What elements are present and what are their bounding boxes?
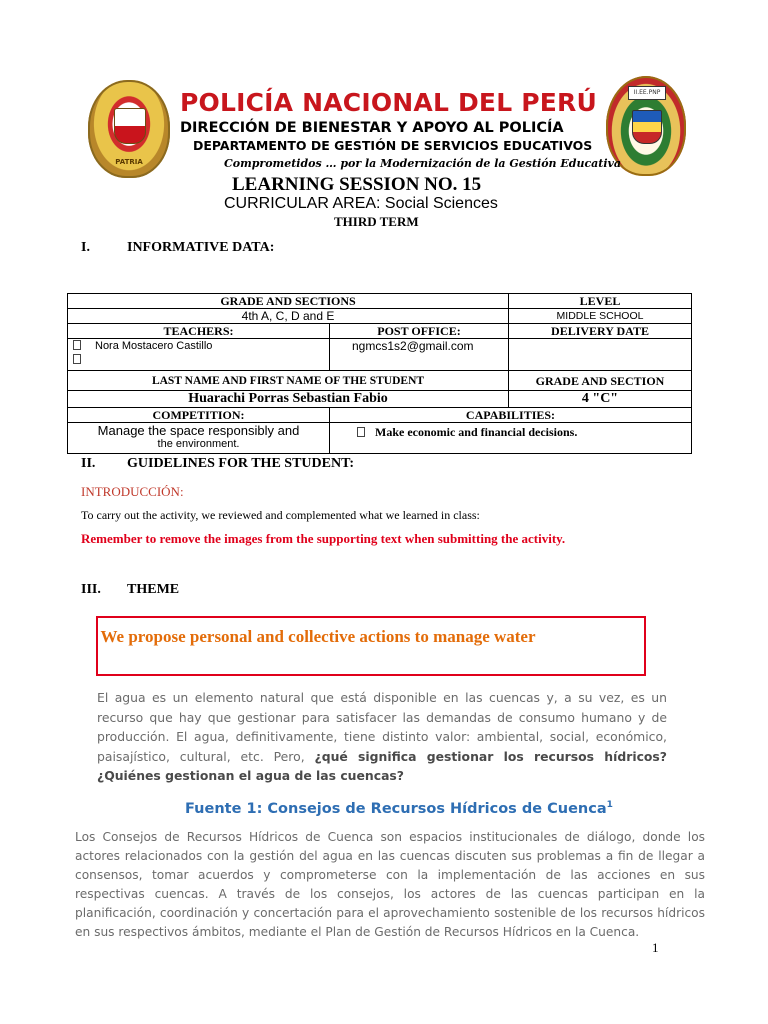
competition-line-2: the environment. (157, 438, 240, 450)
crest-shield (114, 108, 146, 144)
intro-paragraph (97, 688, 667, 786)
section-2-number: II. (81, 456, 96, 471)
page-number: 1 (652, 940, 659, 955)
source-title (185, 800, 613, 817)
crest-ribbon-text: PATRIA (115, 158, 143, 166)
competition-header: COMPETITION: (68, 408, 330, 423)
capability-cell (330, 423, 692, 454)
term-label: THIRD TERM (334, 214, 419, 229)
level-header: LEVEL (509, 294, 692, 309)
intro-paragraph-question: ¿qué significa gestionar los recursos hídricos? ¿Quiénes gestionan el agua de las cuencas? (97, 748, 667, 783)
informative-data-table (67, 293, 692, 454)
seal-tag-text: II.EE.PNP (628, 86, 666, 100)
grade-sections-value: 4th A, C, D and E (68, 309, 509, 324)
grade-section-header: GRADE AND SECTION (509, 371, 692, 391)
intro-paragraph-text: El agua es un elemento natural que está disponible en las cuencas y, a su vez, es un recurso que hay que gestionar para satisfacer las demandas de consumo humano y de producción. El agua, definitivamente, tiene distinto valor: ambiental, social, económico, paisajístico, cultural, etc. Pero, (97, 690, 667, 764)
source-title-text: Fuente 1: Consejos de Recursos Hídricos de Cuenca (185, 800, 607, 817)
grade-sections-header: GRADE AND SECTIONS (68, 294, 509, 309)
session-title: LEARNING SESSION NO. 15 (232, 174, 482, 195)
seal-shield (632, 110, 662, 144)
competition-cell (68, 423, 330, 454)
level-value: MIDDLE SCHOOL (509, 309, 692, 324)
source-footnote-mark: 1 (606, 800, 613, 810)
teachers-header: TEACHERS: (68, 324, 330, 339)
theme-box (96, 616, 646, 676)
capability-value: Make economic and financial decisions. (375, 425, 578, 439)
section-1-label: INFORMATIVE DATA: (127, 240, 275, 255)
direction-subtitle: DIRECCIÓN DE BIENESTAR Y APOYO AL POLICÍA (180, 120, 564, 136)
institution-title: POLICÍA NACIONAL DEL PERÚ (180, 88, 597, 117)
teacher-name: Nora Mostacero Castillo (95, 340, 213, 352)
competition-line-1: Manage the space responsibly and (97, 423, 300, 438)
student-name-header: LAST NAME AND FIRST NAME OF THE STUDENT (68, 371, 509, 391)
section-1-number: I. (81, 240, 90, 255)
theme-text: We propose personal and collective actions to manage water (100, 627, 536, 646)
section-2-label: GUIDELINES FOR THE STUDENT: (127, 456, 355, 471)
section-3-number: III. (81, 582, 101, 597)
delivery-date-header: DELIVERY DATE (509, 324, 692, 339)
capabilities-header: CAPABILITIES: (330, 408, 692, 423)
department-subtitle: DEPARTAMENTO DE GESTIÓN DE SERVICIOS EDUCATIVOS (193, 138, 593, 153)
section-3-label: THEME (127, 582, 180, 597)
post-office-header: POST OFFICE: (330, 324, 509, 339)
teacher-cell (68, 339, 330, 371)
source-paragraph: Los Consejos de Recursos Hídricos de Cuenca son espacios institucionales de diálogo, donde los actores relacionados con la gestión del agua en las cuencas discuten sus problemas a fin de llegar a consensos, tomar acuerdos y comprometerse con la implementación de las acciones en sus respectivas cuencas. A través de los consejos, los actores de las cuencas participan en la planificación, coordinación y concertación para el aprovechamiento sostenible de los recursos hídricos en sus respectivos ámbitos, mediante el Plan de Gestión de Recursos Hídricos en la Cuenca. (75, 830, 705, 939)
police-crest-logo (88, 80, 170, 178)
delivery-date-value (509, 339, 692, 371)
bullet-box-icon (357, 427, 365, 437)
bullet-box-icon (73, 354, 81, 364)
student-grade-value: 4 "C" (509, 391, 692, 408)
remember-notice: Remember to remove the images from the supporting text when submitting the activity. (81, 531, 566, 546)
motto: Comprometidos … por la Modernización de la Gestión Educativa (224, 157, 622, 170)
curricular-area: CURRICULAR AREA: Social Sciences (224, 195, 498, 212)
introduction-label: INTRODUCCIÓN: (81, 484, 184, 499)
student-name-value: Huarachi Porras Sebastian Fabio (68, 391, 509, 408)
bullet-box-icon (73, 340, 81, 350)
email-value: ngmcs1s2@gmail.com (330, 339, 509, 371)
activity-instruction: To carry out the activity, we reviewed and complemented what we learned in class: (81, 508, 480, 522)
